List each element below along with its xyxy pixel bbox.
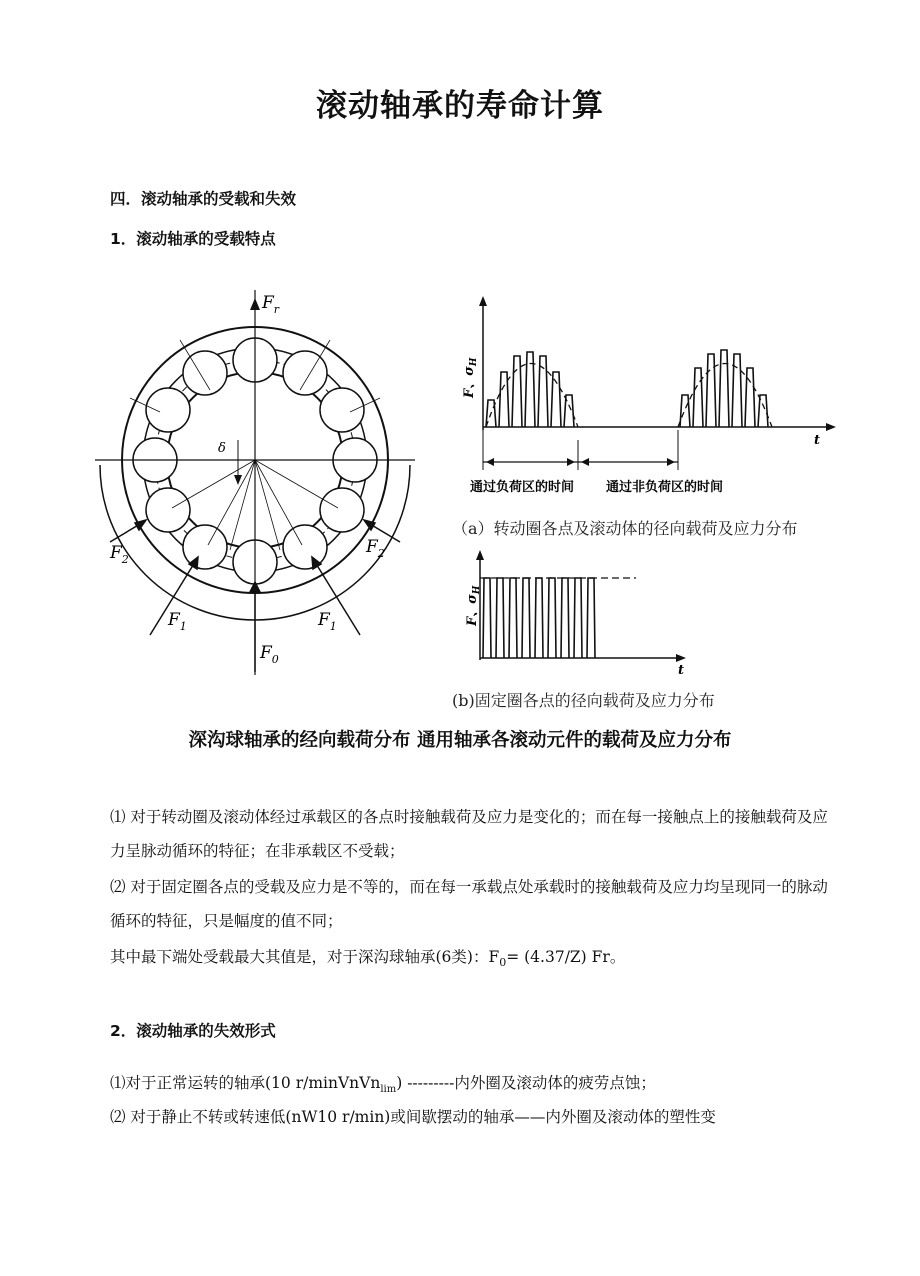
failure-item-1: ⑴对于正常运转的轴承(10 r/minVnVn$_{lim}$) ---------内外圈及滚动体的疲劳点蚀； <box>110 1074 656 1096</box>
ball <box>320 488 364 532</box>
figure-a-caption: （a）转动圈各点及滚动体的径向载荷及应力分布 <box>452 519 798 538</box>
delta-arrow-icon <box>234 475 242 485</box>
subsection-heading-2: 2．滚动轴承的失效形式 <box>110 1022 276 1040</box>
page-title: 滚动轴承的寿命计算 <box>316 88 604 124</box>
paragraph-3: 其中最下端处受载最大其值是，对于深沟球轴承(6类)：$F_0= (4.37/Z)$ Fr。 <box>110 948 626 970</box>
pulse-train <box>483 578 595 658</box>
figure-caption: 深沟球轴承的经向载荷分布 通用轴承各滚动元件的载荷及应力分布 <box>188 730 732 751</box>
y-axis-label: F、$\sigma_H$ <box>465 585 482 626</box>
x-axis-label: t <box>678 663 685 678</box>
rotating-ring-load-plot <box>450 290 850 505</box>
fr-label: $F_r$ <box>262 293 280 316</box>
f1-right-label: $F_1$ <box>318 610 337 633</box>
ball <box>146 488 190 532</box>
ball <box>183 351 227 395</box>
ball <box>283 351 327 395</box>
loaded-zone-label: 通过负荷区的时间 <box>470 480 575 495</box>
figure-b-caption: (b)固定圈各点的径向载荷及应力分布 <box>452 691 715 710</box>
y-axis-arrow-icon <box>476 550 484 560</box>
ball <box>183 525 227 569</box>
ball <box>146 388 190 432</box>
f1-left-label: $F_1$ <box>168 610 187 633</box>
y-axis-arrow-icon <box>479 296 487 306</box>
paragraph-2: ⑵ 对于固定圈各点的受载及应力是不等的，而在每一承载点处承载时的接触载荷及应力均呈现同一的脉动循环的特征，只是幅度的值不同； <box>110 878 828 930</box>
f0-label: $F_0$ <box>260 643 279 666</box>
ball <box>283 525 327 569</box>
f2-left-label: $F_2$ <box>110 543 129 566</box>
bearing-load-diagram <box>90 280 430 700</box>
paragraph-1: ⑴ 对于转动圈及滚动体经过承载区的各点时接触载荷及应力是变化的；而在每一接触点上的接触载荷及应力呈脉动循环的特征；在非承载区不受载； <box>110 808 828 860</box>
failure-item-2: ⑵ 对于静止不转或转速低(nW10 r/min)或间歇摆动的轴承——内外圈及滚动体的塑性变 <box>110 1108 716 1126</box>
subsection-heading: 1．滚动轴承的受载特点 <box>110 230 276 248</box>
ball <box>320 388 364 432</box>
x-axis-label: t <box>814 433 821 448</box>
fixed-ring-load-plot <box>450 548 710 678</box>
x-axis-arrow-icon <box>826 423 836 431</box>
section-heading: 四．滚动轴承的受载和失效 <box>110 190 297 208</box>
unloaded-zone-label: 通过非负荷区的时间 <box>606 480 724 495</box>
y-axis-label: F、$\sigma_H$ <box>462 357 479 398</box>
f2-right-label: $F_2$ <box>366 537 385 560</box>
fr-arrow-icon <box>250 298 260 310</box>
delta-label: δ <box>218 441 226 456</box>
x-axis-arrow-icon <box>676 654 686 662</box>
